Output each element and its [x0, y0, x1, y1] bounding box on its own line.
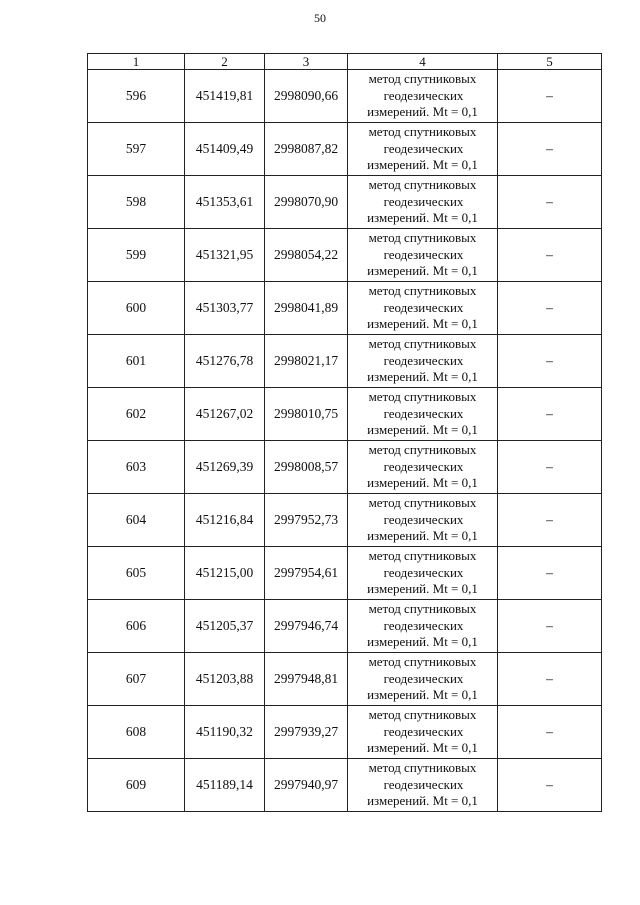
method-cell: [348, 388, 498, 441]
method-line: метод спутниковых: [368, 389, 477, 405]
y-coordinate-cell: 2998041,89: [265, 282, 348, 335]
method-cell: [348, 229, 498, 282]
point-number-cell: 603: [88, 441, 185, 494]
method-line: геодезических: [383, 299, 464, 315]
x-coordinate-cell: 451276,78: [185, 335, 265, 388]
y-coordinate-cell: 2997940,97: [265, 759, 348, 812]
x-coordinate-cell: 451303,77: [185, 282, 265, 335]
table-row: [88, 653, 602, 706]
method-line: измерений. Mt = 0,1: [367, 422, 478, 438]
method-line: измерений. Mt = 0,1: [367, 687, 478, 703]
method-cell: [348, 547, 498, 600]
method-line: метод спутниковых: [368, 654, 477, 670]
table-header-row: [88, 54, 602, 70]
method-line: геодезических: [383, 564, 464, 580]
y-coordinate-cell: 2998010,75: [265, 388, 348, 441]
note-cell: –: [498, 229, 602, 282]
method-line: метод спутниковых: [368, 442, 477, 458]
note-cell: –: [498, 547, 602, 600]
point-number-cell: 607: [88, 653, 185, 706]
method-line: измерений. Mt = 0,1: [367, 316, 478, 332]
y-coordinate-cell: 2997948,81: [265, 653, 348, 706]
y-coordinate-cell: 2997952,73: [265, 494, 348, 547]
method-line: метод спутниковых: [368, 548, 477, 564]
x-coordinate-cell: 451205,37: [185, 600, 265, 653]
method-line: геодезических: [383, 617, 464, 633]
note-cell: –: [498, 494, 602, 547]
point-number-cell: 608: [88, 706, 185, 759]
method-cell: [348, 494, 498, 547]
coordinates-table: [87, 53, 602, 812]
method-line: измерений. Mt = 0,1: [367, 634, 478, 650]
method-line: измерений. Mt = 0,1: [367, 475, 478, 491]
method-line: измерений. Mt = 0,1: [367, 581, 478, 597]
method-line: метод спутниковых: [368, 71, 477, 87]
method-line: геодезических: [383, 511, 464, 527]
note-cell: –: [498, 600, 602, 653]
table-row: [88, 600, 602, 653]
note-cell: –: [498, 388, 602, 441]
point-number-cell: 598: [88, 176, 185, 229]
method-line: измерений. Mt = 0,1: [367, 793, 478, 809]
point-number-cell: 604: [88, 494, 185, 547]
note-cell: –: [498, 176, 602, 229]
method-line: геодезических: [383, 140, 464, 156]
note-cell: –: [498, 282, 602, 335]
method-line: геодезических: [383, 193, 464, 209]
x-coordinate-cell: 451216,84: [185, 494, 265, 547]
y-coordinate-cell: 2997954,61: [265, 547, 348, 600]
method-cell: [348, 176, 498, 229]
method-line: геодезических: [383, 458, 464, 474]
y-coordinate-cell: 2998070,90: [265, 176, 348, 229]
point-number-cell: 602: [88, 388, 185, 441]
table-row: [88, 706, 602, 759]
point-number-cell: 601: [88, 335, 185, 388]
x-coordinate-cell: 451269,39: [185, 441, 265, 494]
point-number-cell: 596: [88, 70, 185, 123]
table-row: [88, 282, 602, 335]
page-number: 50: [314, 11, 326, 25]
method-line: измерений. Mt = 0,1: [367, 369, 478, 385]
table-row: [88, 759, 602, 812]
table-row: [88, 70, 602, 123]
x-coordinate-cell: 451321,95: [185, 229, 265, 282]
y-coordinate-cell: 2998021,17: [265, 335, 348, 388]
x-coordinate-cell: 451419,81: [185, 70, 265, 123]
method-line: геодезических: [383, 776, 464, 792]
method-line: метод спутниковых: [368, 336, 477, 352]
column-header-4: 4: [348, 54, 498, 70]
method-line: геодезических: [383, 352, 464, 368]
method-cell: [348, 123, 498, 176]
note-cell: –: [498, 759, 602, 812]
x-coordinate-cell: 451189,14: [185, 759, 265, 812]
table-row: [88, 229, 602, 282]
method-line: геодезических: [383, 246, 464, 262]
method-line: измерений. Mt = 0,1: [367, 104, 478, 120]
y-coordinate-cell: 2998090,66: [265, 70, 348, 123]
y-coordinate-cell: 2997939,27: [265, 706, 348, 759]
method-line: метод спутниковых: [368, 601, 477, 617]
point-number-cell: 605: [88, 547, 185, 600]
y-coordinate-cell: 2998008,57: [265, 441, 348, 494]
method-cell: [348, 653, 498, 706]
x-coordinate-cell: 451215,00: [185, 547, 265, 600]
method-line: метод спутниковых: [368, 760, 477, 776]
method-line: измерений. Mt = 0,1: [367, 528, 478, 544]
method-line: измерений. Mt = 0,1: [367, 263, 478, 279]
point-number-cell: 599: [88, 229, 185, 282]
table-row: [88, 388, 602, 441]
method-cell: [348, 441, 498, 494]
method-line: геодезических: [383, 723, 464, 739]
method-cell: [348, 335, 498, 388]
method-line: геодезических: [383, 87, 464, 103]
point-number-cell: 600: [88, 282, 185, 335]
note-cell: –: [498, 70, 602, 123]
table-row: [88, 123, 602, 176]
x-coordinate-cell: 451409,49: [185, 123, 265, 176]
y-coordinate-cell: 2998087,82: [265, 123, 348, 176]
method-cell: [348, 706, 498, 759]
method-line: метод спутниковых: [368, 124, 477, 140]
method-line: измерений. Mt = 0,1: [367, 210, 478, 226]
table-row: [88, 494, 602, 547]
note-cell: –: [498, 653, 602, 706]
note-cell: –: [498, 123, 602, 176]
method-line: геодезических: [383, 405, 464, 421]
table-row: [88, 547, 602, 600]
method-cell: [348, 70, 498, 123]
method-cell: [348, 759, 498, 812]
column-header-5: 5: [498, 54, 602, 70]
method-line: метод спутниковых: [368, 707, 477, 723]
method-line: измерений. Mt = 0,1: [367, 157, 478, 173]
table-row: [88, 335, 602, 388]
method-line: метод спутниковых: [368, 495, 477, 511]
x-coordinate-cell: 451353,61: [185, 176, 265, 229]
x-coordinate-cell: 451267,02: [185, 388, 265, 441]
column-header-1: 1: [88, 54, 185, 70]
x-coordinate-cell: 451190,32: [185, 706, 265, 759]
point-number-cell: 609: [88, 759, 185, 812]
note-cell: –: [498, 335, 602, 388]
method-line: метод спутниковых: [368, 283, 477, 299]
note-cell: –: [498, 441, 602, 494]
method-cell: [348, 282, 498, 335]
method-line: метод спутниковых: [368, 230, 477, 246]
method-line: геодезических: [383, 670, 464, 686]
note-cell: –: [498, 706, 602, 759]
column-header-3: 3: [265, 54, 348, 70]
table-row: [88, 441, 602, 494]
table-body: [88, 70, 602, 812]
method-cell: [348, 600, 498, 653]
y-coordinate-cell: 2997946,74: [265, 600, 348, 653]
y-coordinate-cell: 2998054,22: [265, 229, 348, 282]
point-number-cell: 606: [88, 600, 185, 653]
column-header-2: 2: [185, 54, 265, 70]
x-coordinate-cell: 451203,88: [185, 653, 265, 706]
method-line: метод спутниковых: [368, 177, 477, 193]
point-number-cell: 597: [88, 123, 185, 176]
method-line: измерений. Mt = 0,1: [367, 740, 478, 756]
table-row: [88, 176, 602, 229]
